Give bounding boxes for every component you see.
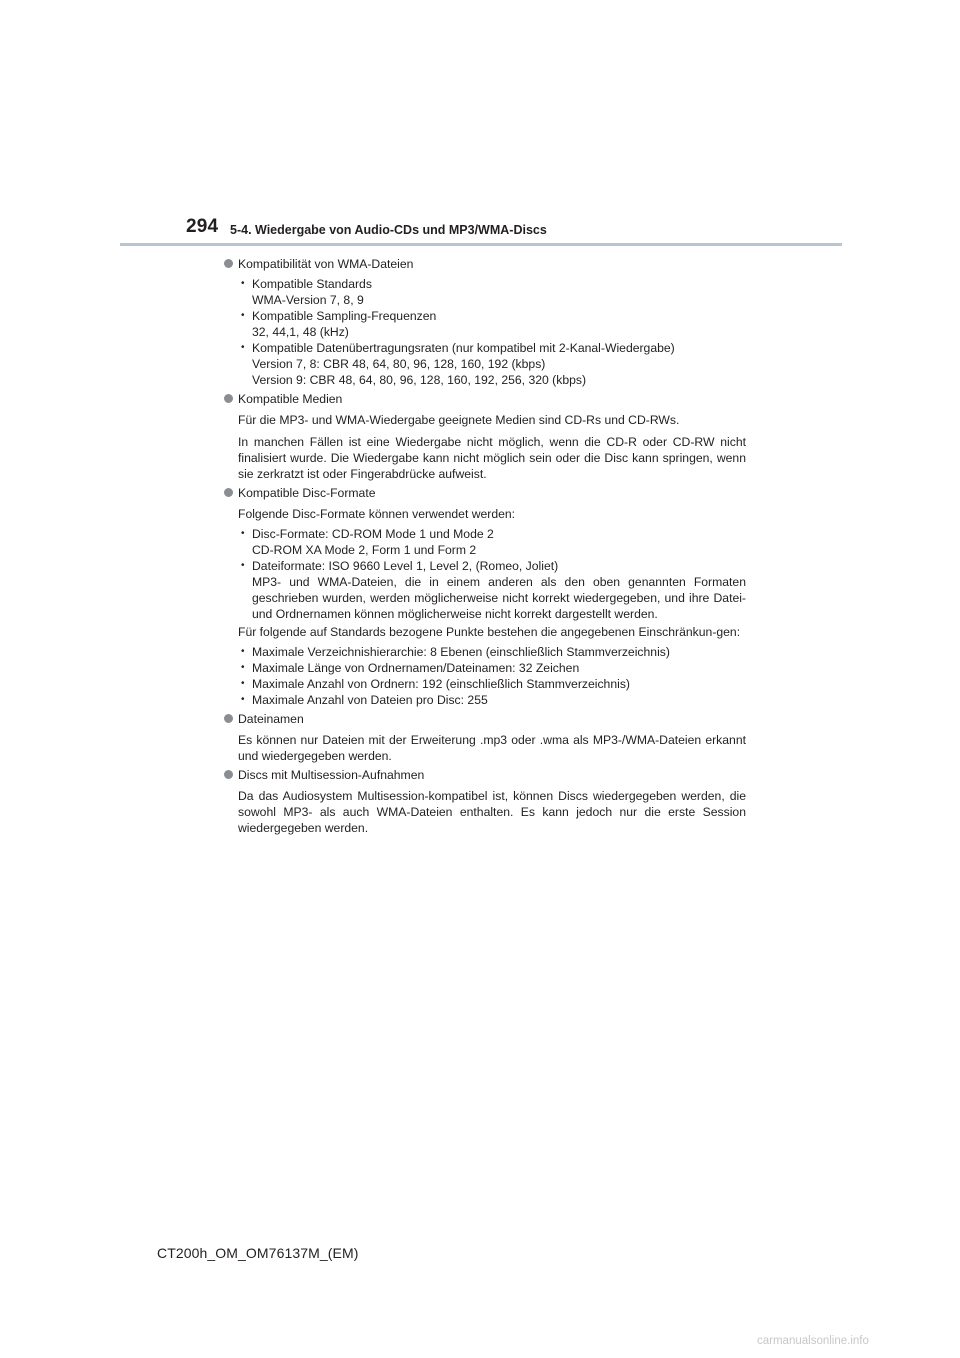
header-divider: [120, 243, 842, 246]
list-item-label: Maximale Verzeichnishierarchie: 8 Ebenen (einschließlich Stammverzeichnis): [252, 645, 670, 659]
section-2: [224, 391, 746, 482]
section-title-text: Kompatible Medien: [238, 392, 343, 406]
bullet-circle-icon: [224, 770, 233, 779]
document-code: CT200h_OM_OM76137M_(EM): [157, 1245, 359, 1261]
bullet-circle-icon: [224, 714, 233, 723]
manual-content: [224, 256, 746, 839]
sub-list: [238, 276, 746, 388]
paragraph: Es können nur Dateien mit der Erweiterung .mp3 oder .wma als MP3-/WMA-Dateien erkannt und wiedergegeben werden.: [238, 733, 746, 763]
list-item: [238, 558, 746, 622]
list-item-detail: 32, 44,1, 48 (kHz): [252, 325, 349, 339]
list-item: [238, 340, 746, 388]
list-item-detail: Version 9: CBR 48, 64, 80, 96, 128, 160, 192, 256, 320 (kbps): [252, 373, 587, 387]
section-4: [224, 711, 746, 764]
paragraph: Da das Audiosystem Multisession-kompatibel ist, können Discs wiedergegeben werden, die sowohl MP3- als auch WMA-Dateien enthalten. Es kann jedoch nur die erste Session wiedergegeben werden.: [238, 789, 746, 835]
list-item-detail: WMA-Version 7, 8, 9: [252, 293, 364, 307]
section-body: [238, 732, 746, 764]
list-item-label: Maximale Anzahl von Ordnern: 192 (einschließlich Stammverzeichnis): [252, 677, 630, 691]
section-body: [238, 788, 746, 836]
list-item-label: Kompatible Standards: [252, 277, 372, 291]
list-item: [238, 644, 746, 660]
sub-list: [238, 644, 746, 708]
section-heading: [224, 256, 746, 272]
list-item: [238, 660, 746, 676]
list-item-label: Kompatible Datenübertragungsraten (nur kompatibel mit 2-Kanal-Wiedergabe): [252, 341, 675, 355]
paragraph: Folgende Disc-Formate können verwendet werden:: [238, 507, 516, 521]
section-title-text: Dateinamen: [238, 712, 304, 726]
paragraph: Für folgende auf Standards bezogene Punkte bestehen die angegebenen Einschränkun-gen:: [238, 625, 741, 639]
page-number: 294: [186, 216, 219, 237]
section-title-text: Discs mit Multisession-Aufnahmen: [238, 768, 425, 782]
section-3: [224, 485, 746, 708]
paragraph: In manchen Fällen ist eine Wiedergabe nicht möglich, wenn die CD-R oder CD-RW nicht finalisiert wurde. Die Wiedergabe kann nicht möglich sein oder die Disc kann springen, wenn sie zerkratzt ist oder Fingerabdrücke aufweist.: [238, 435, 746, 481]
section-heading: [224, 767, 746, 783]
watermark-text: carmanualsonline.info: [757, 1335, 869, 1347]
list-item: [238, 526, 746, 558]
bullet-circle-icon: [224, 259, 233, 268]
list-item-detail: CD-ROM XA Mode 2, Form 1 und Form 2: [252, 543, 477, 557]
section-body: [238, 276, 746, 388]
paragraph: Für die MP3- und WMA-Wiedergabe geeignete Medien sind CD-Rs und CD-RWs.: [238, 413, 680, 427]
list-item-label: Kompatible Sampling-Frequenzen: [252, 309, 437, 323]
list-item: [238, 276, 746, 308]
list-item: [238, 308, 746, 340]
bullet-circle-icon: [224, 488, 233, 497]
section-title: 5-4. Wiedergabe von Audio-CDs und MP3/WMA-Discs: [230, 223, 547, 237]
page-header: [0, 0, 960, 260]
section-title-text: Kompatibilität von WMA-Dateien: [238, 257, 414, 271]
list-item-label: Dateiformate: ISO 9660 Level 1, Level 2, (Romeo, Joliet): [252, 559, 559, 573]
bullet-circle-icon: [224, 394, 233, 403]
section-1: [224, 256, 746, 388]
list-item-detail: MP3- und WMA-Dateien, die in einem anderen als den oben genannten Formaten geschrieben wurden, werden möglicherweise nicht korrekt wiedergegeben, und ihre Datei- und Ordnernamen können möglicherweise nicht korrekt dargestellt werden.: [252, 575, 746, 621]
section-body: [238, 412, 746, 482]
section-heading: [224, 485, 746, 501]
list-item-label: Disc-Formate: CD-ROM Mode 1 und Mode 2: [252, 527, 494, 541]
section-title-text: Kompatible Disc-Formate: [238, 486, 376, 500]
list-item: [238, 692, 746, 708]
sub-list: [238, 526, 746, 622]
list-item-label: Maximale Länge von Ordnernamen/Dateinamen: 32 Zeichen: [252, 661, 580, 675]
section-5: [224, 767, 746, 836]
section-heading: [224, 391, 746, 407]
list-item-detail: Version 7, 8: CBR 48, 64, 80, 96, 128, 160, 192 (kbps): [252, 357, 546, 371]
list-item-label: Maximale Anzahl von Dateien pro Disc: 255: [252, 693, 488, 707]
section-body: [238, 506, 746, 708]
list-item: [238, 676, 746, 692]
section-heading: [224, 711, 746, 727]
